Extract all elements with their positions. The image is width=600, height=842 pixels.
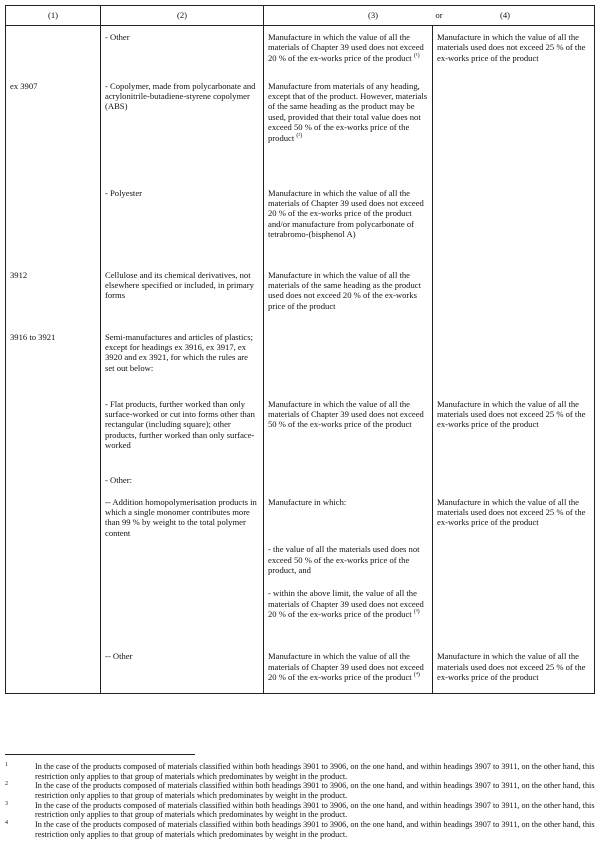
cell-col-3: [264, 538, 433, 578]
table-row: [6, 71, 595, 178]
cell-text: - within the above limit, the value of all the materials of Chapter 39 used does not exceed 20 % of the ex-works price of the product: [268, 588, 424, 620]
header-col-2: (2): [101, 6, 264, 26]
footnote-divider: [5, 754, 195, 755]
footnote: [5, 762, 595, 781]
cell-col-2: [101, 641, 264, 693]
table-row: [6, 641, 595, 693]
footnotes: [5, 754, 595, 839]
footnote-text: In the case of the products composed of materials classified within both headings 3901 to 3906, on the one hand, and within headings 3907 to 3911, on the other hand, this restriction only applies to that group of materials which predominates by weight in the product.: [35, 820, 595, 839]
cell-col-2: [101, 71, 264, 178]
footnote-reference: (³): [413, 609, 420, 616]
cell-col-4: [433, 641, 595, 693]
cell-col-1: [6, 71, 101, 178]
footnote-text: In the case of the products composed of materials classified within both headings 3901 to 3906, on the one hand, and within headings 3907 to 3911, on the other hand, this restriction only applies to that group of materials which predominates by weight in the product.: [35, 800, 595, 820]
header-col-3-4: [264, 6, 595, 26]
cell-col-2: [101, 322, 264, 389]
cell-col-1: [6, 641, 101, 693]
cell-col-4: [433, 491, 595, 539]
cell-text: Manufacture in which the value of all the materials of Chapter 39 used does not exceed 50 % of the ex-works price of the product: [268, 398, 424, 430]
footnote-text: In the case of the products composed of materials classified within both headings 3901 to 3906, on the one hand, and within headings 3907 to 3911, on the other hand, this restriction only applies to that group of materials which predominates by weight in the product.: [35, 762, 595, 781]
cell-text: - Copolymer, made from polycarbonate and acrylonitrile-butadiene-styrene copolymer (ABS): [105, 80, 256, 112]
cell-text: Manufacture in which the value of all the materials of Chapter 39 used does not exceed 20 % of the ex-works price of the product: [268, 32, 424, 63]
table-row: [6, 469, 595, 491]
footnote-reference: (¹): [413, 53, 420, 60]
cell-col-4: [433, 538, 595, 578]
cell-col-2: [101, 469, 264, 491]
cell-col-4: [433, 178, 595, 260]
table-row: [6, 538, 595, 578]
cell-col-4: [433, 578, 595, 641]
cell-col-4: [433, 71, 595, 178]
cell-text: Manufacture from materials of any heading, except that of the product. However, materials of the same heading as the product may be used, provided that their total value does not exceed 50 % of the ex-works price of the product: [268, 80, 428, 143]
cell-text: Manufacture in which the value of all the materials used does not exceed 25 % of the ex-works price of the product: [437, 398, 586, 430]
cell-text: Manufacture in which the value of all the materials used does not exceed 25 % of the ex-works price of the product: [437, 496, 586, 528]
cell-col-1: [6, 469, 101, 491]
cell-text: Manufacture in which the value of all the materials of Chapter 39 used does not exceed 20 % of the ex-works price of the product and/or manufacture from polycarbonate of tetrabromo-(bisphenol A): [268, 187, 424, 240]
rules-table: [5, 5, 595, 694]
header-col-1: (1): [6, 6, 101, 26]
cell-col-2: [101, 578, 264, 641]
cell-text: Cellulose and its chemical derivatives, not elsewhere specified or included, in primary forms: [105, 269, 254, 301]
footnote: [5, 820, 595, 839]
cell-col-1: [6, 578, 101, 641]
header-col-3: (3): [368, 10, 379, 21]
footnote-reference: (²): [296, 133, 303, 140]
cell-col-3: [264, 26, 433, 71]
cell-col-1: [6, 26, 101, 71]
cell-col-4: [433, 260, 595, 322]
cell-col-3: [264, 71, 433, 178]
cell-text: Semi-manufactures and articles of plastics; except for headings ex 3916, ex 3917, ex 3920 and ex 3921, for which the rules are set out below:: [105, 331, 253, 373]
cell-col-3: [264, 578, 433, 641]
cell-text: -- Other: [105, 651, 133, 662]
cell-col-2: [101, 260, 264, 322]
cell-text: Manufacture in which the value of all the materials used does not exceed 25 % of the ex-works price of the product: [437, 32, 586, 63]
cell-col-3: [264, 491, 433, 539]
cell-col-2: [101, 26, 264, 71]
cell-col-1: [6, 178, 101, 260]
cell-text: Manufacture in which the value of all the materials of Chapter 39 used does not exceed 20 % of the ex-works price of the product: [268, 651, 424, 683]
table-row: [6, 26, 595, 71]
cell-col-3: [264, 178, 433, 260]
footnote-text: In the case of the products composed of materials classified within both headings 3901 to 3906, on the one hand, and within headings 3907 to 3911, on the other hand, this restriction only applies to that group of materials which predominates by weight in the product.: [35, 781, 595, 801]
footnote-reference: (⁴): [413, 672, 420, 679]
cell-col-2: [101, 491, 264, 539]
cell-text: Manufacture in which the value of all the materials used does not exceed 25 % of the ex-works price of the product: [437, 651, 586, 683]
cell-text: - Other: [105, 32, 130, 42]
footnote: [5, 801, 595, 820]
cell-col-4: [433, 469, 595, 491]
cell-text: Manufacture in which:: [268, 496, 347, 507]
table-row: [6, 389, 595, 469]
cell-text: -- Addition homopolymerisation products in which a single monomer contributes more than 99 % by weight to the total polymer content: [105, 496, 257, 538]
cell-col-2: [101, 538, 264, 578]
header-col-4: (4): [499, 10, 511, 21]
footnote-number: 2: [5, 781, 8, 788]
footnote: [5, 781, 595, 800]
table-row: [6, 178, 595, 260]
cell-col-3: [264, 641, 433, 693]
header-or: or: [435, 10, 443, 21]
cell-text: 3912: [10, 269, 28, 280]
cell-col-4: [433, 26, 595, 71]
table-header-row: [6, 6, 595, 26]
cell-col-3: [264, 389, 433, 469]
cell-col-1: [6, 322, 101, 389]
table-row: [6, 578, 595, 641]
cell-text: 3916 to 3921: [10, 331, 56, 342]
cell-col-2: [101, 178, 264, 260]
cell-text: - Other:: [105, 474, 132, 485]
cell-col-4: [433, 389, 595, 469]
cell-text: ex 3907: [10, 80, 38, 91]
cell-col-1: [6, 538, 101, 578]
table-row: [6, 260, 595, 322]
cell-text: - Polyester: [105, 187, 142, 198]
cell-col-3: [264, 322, 433, 389]
cell-text: - Flat products, further worked than only surface-worked or cut into forms other than rectangular (including square); other products, further worked than only surface-worked: [105, 398, 255, 451]
table-row: [6, 322, 595, 389]
footnote-number: 3: [5, 800, 8, 807]
cell-col-3: [264, 469, 433, 491]
cell-col-4: [433, 322, 595, 389]
footnote-number: 1: [5, 762, 8, 768]
cell-text: - the value of all the materials used does not exceed 50 % of the ex-works price of the product, and: [268, 544, 420, 576]
cell-text: Manufacture in which the value of all the materials of the same heading as the product used does not exceed 20 % of the ex-works price of the product: [268, 269, 421, 311]
table-row: [6, 491, 595, 539]
footnote-number: 4: [5, 820, 8, 827]
cell-col-3: [264, 260, 433, 322]
cell-col-2: [101, 389, 264, 469]
cell-col-1: [6, 389, 101, 469]
cell-col-1: [6, 491, 101, 539]
cell-col-1: [6, 260, 101, 322]
